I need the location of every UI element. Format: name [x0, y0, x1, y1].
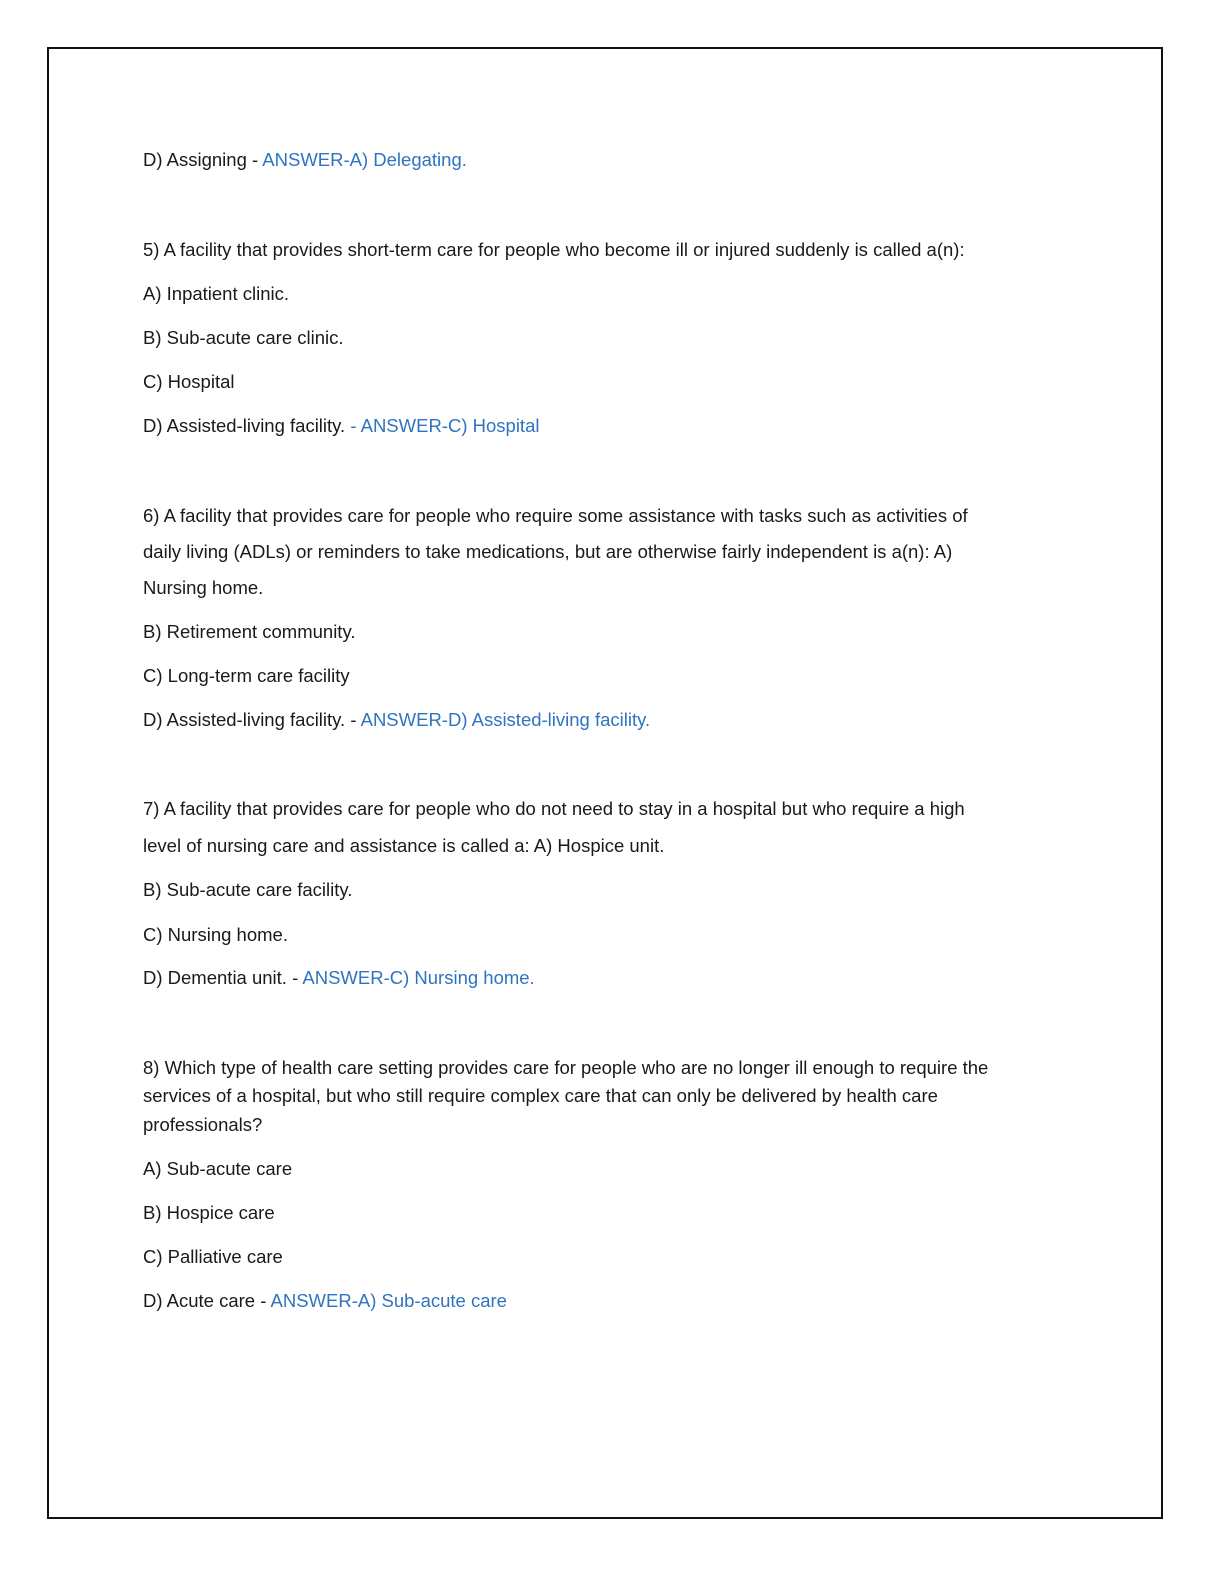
q7-option-b: B) Sub-acute care facility.	[143, 879, 353, 900]
option-text: D) Assigning -	[143, 149, 263, 170]
answer-text: ANSWER-C) Nursing home.	[302, 967, 535, 988]
q8-question-line: services of a hospital, but who still require complex care that can only be delivered by health care	[143, 1085, 938, 1106]
q8-question-line: 8) Which type of health care setting provides care for people who are no longer ill enough to require the	[143, 1057, 989, 1078]
q8-option-b: B) Hospice care	[143, 1202, 275, 1223]
option-text: D) Acute care -	[143, 1290, 271, 1311]
q6-option-d	[143, 708, 650, 732]
option-text: D) Dementia unit. -	[143, 967, 303, 988]
answer-text: ANSWER-A) Delegating.	[262, 149, 467, 170]
q5-option-b: B) Sub-acute care clinic.	[143, 327, 344, 348]
answer-text: ANSWER-A) Sub-acute care	[270, 1290, 507, 1311]
q4-option-d	[143, 148, 467, 172]
option-text: D) Assisted-living facility.	[143, 415, 346, 436]
q8-option-d	[143, 1289, 507, 1313]
q6-option-b: B) Retirement community.	[143, 621, 356, 642]
q7-question-line: 7) A facility that provides care for people who do not need to stay in a hospital but who require a high	[143, 798, 965, 819]
q5-option-d	[143, 414, 539, 438]
q5-option-c: C) Hospital	[143, 371, 235, 392]
q6-question-line: daily living (ADLs) or reminders to take medications, but are otherwise fairly independent is a(n): A)	[143, 541, 953, 562]
q8-option-c: C) Palliative care	[143, 1246, 283, 1267]
answer-text: ANSWER-D) Assisted-living facility.	[360, 709, 651, 730]
q8-option-a: A) Sub-acute care	[143, 1158, 293, 1179]
option-text: D) Assisted-living facility. -	[143, 709, 361, 730]
q6-question-line: 6) A facility that provides care for people who require some assistance with tasks such as activities of	[143, 505, 968, 526]
q7-option-d	[143, 966, 535, 990]
q6-question-line: Nursing home.	[143, 577, 264, 598]
q5-question: 5) A facility that provides short-term care for people who become ill or injured suddenly is called a(n):	[143, 239, 965, 260]
q7-question-line: level of nursing care and assistance is called a: A) Hospice unit.	[143, 835, 665, 856]
q7-option-c: C) Nursing home.	[143, 924, 288, 945]
q8-question-line: professionals?	[143, 1114, 263, 1135]
q5-option-a: A) Inpatient clinic.	[143, 283, 290, 304]
q6-option-c: C) Long-term care facility	[143, 665, 350, 686]
answer-text: - ANSWER-C) Hospital	[345, 415, 540, 436]
